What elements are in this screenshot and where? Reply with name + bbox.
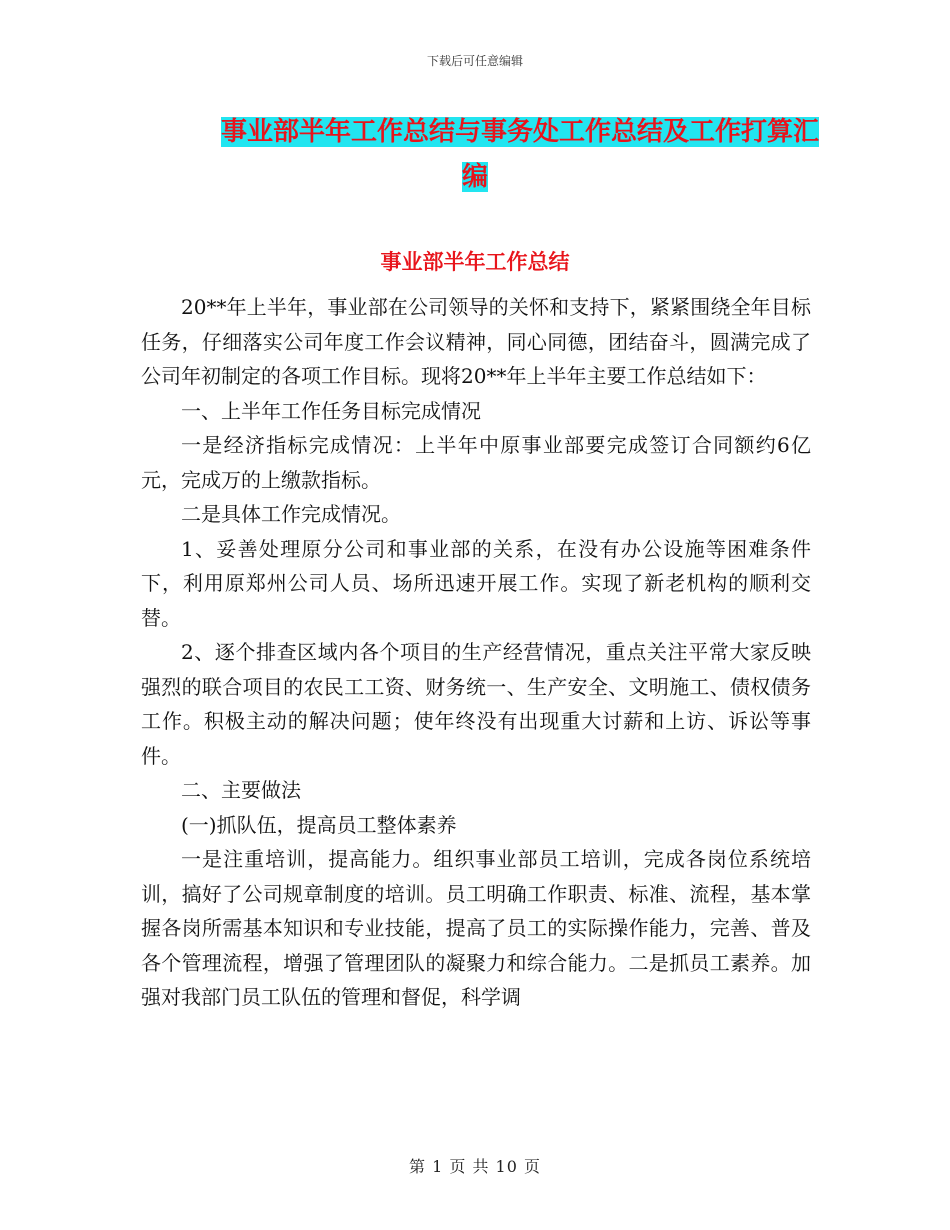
paragraph-intro: 20**年上半年，事业部在公司领导的关怀和支持下，紧紧围绕全年目标任务，仔细落实公司年度工作会议精神，同心同德，团结奋斗，圆满完成了公司年初制定的各项工作目标。现将20**年上半年主要工作总结如下：: [141, 295, 811, 388]
heading-subsection-1: (一)抓队伍，提高员工整体素养: [181, 812, 457, 837]
document-title-line-2-text: 编: [461, 162, 488, 192]
paragraph-specific-work: 二是具体工作完成情况。: [181, 502, 401, 526]
page-footer: 第 1 页 共 10 页: [409, 1157, 541, 1176]
paragraph-item-1: 1、妥善处理原分公司和事业部的关系，在没有办公设施等困难条件下，利用原郑州公司人员、场所迅速开展工作。实现了新老机构的顺利交替。: [141, 536, 811, 630]
document-body: [141, 290, 811, 1015]
document-title-line-2: [0, 155, 950, 200]
header-note: 下载后可任意编辑: [426, 54, 523, 68]
paragraph-item-2: 2、逐个排查区域内各个项目的生产经营情况，重点关注平常大家反映强烈的联合项目的农民工工资、财务统一、生产安全、文明施工、债权债务工作。积极主动的解决问题；使年终没有出现重大讨薪和上访、诉讼等事件。: [141, 640, 811, 768]
document-title-line-1: [0, 110, 950, 155]
document-title: [0, 110, 950, 200]
heading-section-1: 一、上半年工作任务目标完成情况: [181, 398, 481, 423]
document-title-line-1-text: 事业部半年工作总结与事务处工作总结及工作打算汇: [220, 117, 819, 147]
section-title: 事业部半年工作总结: [380, 250, 570, 274]
heading-section-2: 二、主要做法: [181, 778, 301, 802]
paragraph-training: 一是注重培训，提高能力。组织事业部员工培训，完成各岗位系统培训，搞好了公司规章制度的培训。员工明确工作职责、标准、流程，基本掌握各岗所需基本知识和专业技能，提高了员工的实际操作能力，完善、普及各个管理流程，增强了管理团队的凝聚力和综合能力。二是抓员工素养。加强对我部门员工队伍的管理和督促，科学调: [141, 847, 811, 1009]
paragraph-economic-indicators: 一是经济指标完成情况：上半年中原事业部要完成签订合同额约6亿元，完成万的上缴款指标。: [141, 433, 811, 492]
